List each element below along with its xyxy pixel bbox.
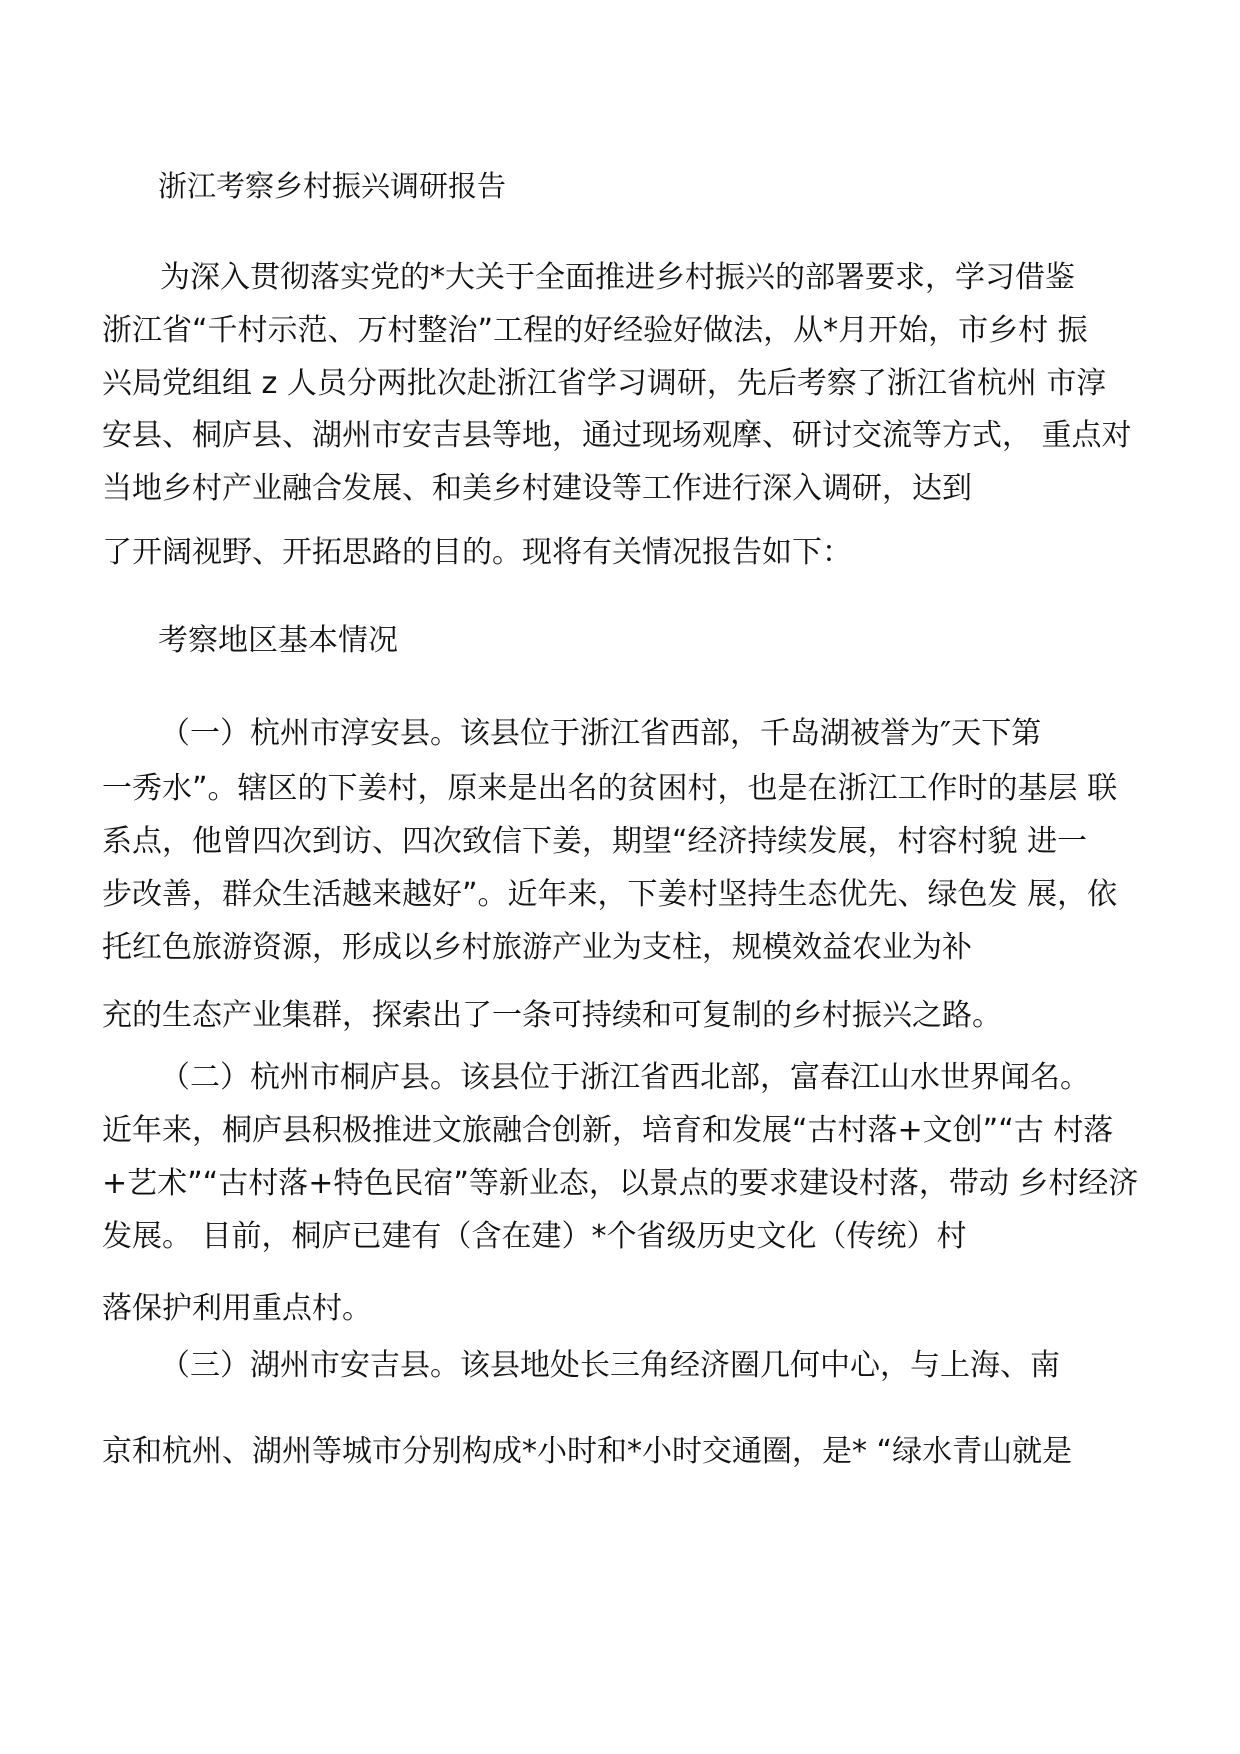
para3-line-1: （三）湖州市安吉县。该县地处长三角经济圈几何中心，与上海、南 [160,1348,1060,1383]
para2-line-3: +艺术”“古村落+特色民宿”等新业态，以景点的要求建设村落，带动 乡村经济 [102,1166,1139,1201]
para1-line-4: 步改善，群众生活越来越好”。近年来，下姜村坚持生态优先、绿色发 展，依 [102,877,1118,912]
section-heading: 考察地区基本情况 [158,623,398,658]
intro-line-3: 兴局党组组 z 人员分两批次赴浙江省学习调研，先后考察了浙江省杭州 市淳 [102,366,1107,401]
para2-line-4: 发展。 目前，桐庐已建有（含在建）*个省级历史文化（传统）村 [102,1219,967,1254]
intro-line-5: 当地乡村产业融合发展、和美乡村建设等工作进行深入调研，达到 [102,471,972,506]
intro-line-4: 安县、桐庐县、湖州市安吉县等地，通过现场观摩、研讨交流等方式， 重点对 [102,418,1132,453]
intro-line-2: 浙江省“千村示范、万村整治”工程的好经验好做法，从*月开始，市乡村 振 [102,313,1088,348]
document-title: 浙江考察乡村振兴调研报告 [158,169,507,203]
para1-line-5: 托红色旅游资源，形成以乡村旅游产业为支柱，规模效益农业为补 [102,930,972,965]
para1-line-1: （一）杭州市淳安县。该县位于浙江省西部，千岛湖被誉为″天下第 [160,716,1042,751]
para3-line-2: 京和杭州、湖州等城市分别构成*小时和*小时交通圈，是* “绿水青山就是 [102,1434,1073,1469]
para1-line-6: 充的生态产业集群，探索出了一条可持续和可复制的乡村振兴之路。 [102,998,1002,1033]
para2-line-2: 近年来，桐庐县积极推进文旅融合创新，培育和发展“古村落+文创”“古 村落 [102,1113,1114,1148]
intro-line-6: 了开阔视野、开拓思路的目的。现将有关情况报告如下： [102,535,852,570]
para1-line-2: 一秀水”。辖区的下姜村，原来是出名的贫困村，也是在浙江工作时的基层 联 [102,771,1118,806]
intro-line-1: 为深入贯彻落实党的*大关于全面推进乡村振兴的部署要求，学习借鉴 [160,260,1075,295]
para2-line-5: 落保护利用重点村。 [102,1291,372,1326]
para2-line-1: （二）杭州市桐庐县。该县位于浙江省西北部，富春江山水世界闻名。 [160,1060,1090,1095]
para1-line-3: 系点，他曾四次到访、四次致信下姜，期望“经济持续发展，村容村貌 进一 [102,824,1088,859]
